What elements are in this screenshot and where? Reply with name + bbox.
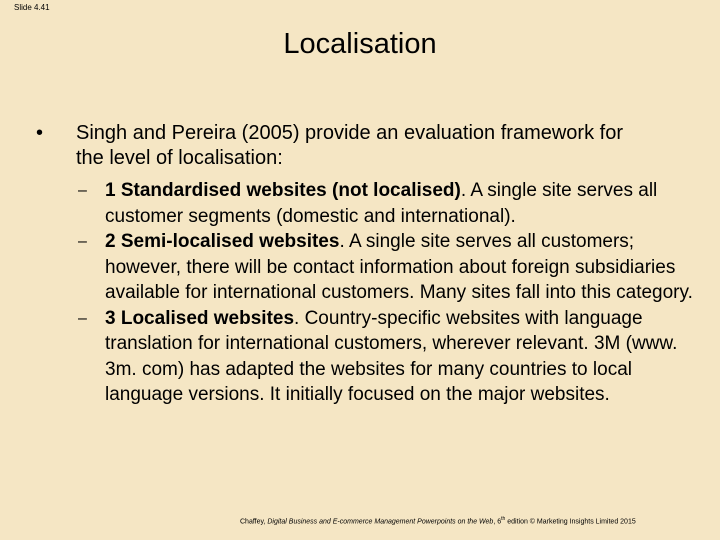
footer-copyright: edition © Marketing Insights Limited 2015 bbox=[505, 518, 636, 526]
dash-marker: – bbox=[78, 182, 87, 199]
main-bullet bbox=[36, 121, 656, 171]
main-bullet-text: Singh and Pereira (2005) provide an evaluation framework for the level of localisation: bbox=[76, 122, 623, 169]
footer-prefix: Chaffey, bbox=[240, 518, 268, 526]
dash-marker: – bbox=[78, 233, 87, 250]
sub-item-text: . A single site serves all customers; however, there will be contact information about foreign subsidiaries available for international customers. Many sites fall into this category. bbox=[105, 231, 693, 303]
sub-item-heading: 2 Semi-localised websites bbox=[105, 231, 340, 252]
sub-item-text: . A single site serves all customer segments (domestic and international). bbox=[105, 180, 658, 227]
footer-edition-sup: th bbox=[501, 516, 506, 522]
sub-bullet-item bbox=[78, 178, 698, 229]
footer-edition: , 6 bbox=[493, 518, 502, 526]
sub-item-text: . Country-specific websites with language translation for international customers, wherever relevant. 3M (www. 3m. com) has adapted the websites for many countries to local language versions. It initially focused on the major websites. bbox=[105, 307, 678, 405]
bullet-dot: • bbox=[36, 122, 44, 144]
slide-title: Localisation bbox=[283, 28, 437, 60]
slide-number: Slide 4.41 bbox=[14, 3, 50, 12]
dash-marker: – bbox=[78, 309, 87, 327]
sub-bullet-item bbox=[78, 306, 698, 408]
sub-item-heading: 3 Localised websites bbox=[105, 307, 295, 329]
footer-citation bbox=[240, 516, 710, 525]
footer-book-title: Digital Business and E-commerce Management Powerpoints on the Web bbox=[267, 518, 494, 526]
sub-bullet-list bbox=[78, 178, 698, 408]
sub-item-heading: 1 Standardised websites (not localised) bbox=[105, 180, 461, 201]
sub-bullet-item bbox=[78, 229, 698, 306]
